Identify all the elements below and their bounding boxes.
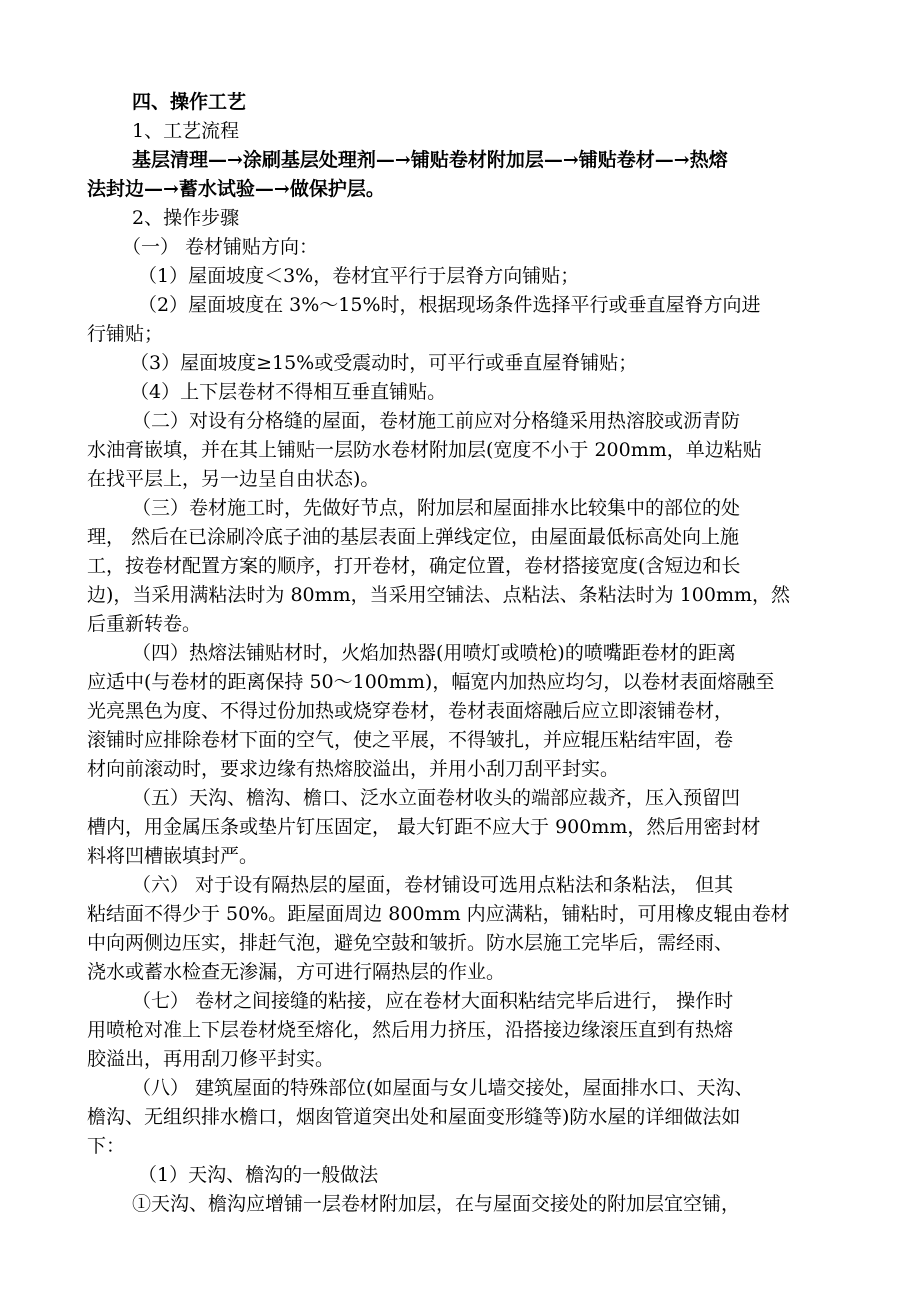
paragraph-line: （五）天沟、檐沟、檐口、泛水立面卷材收头的端部应裁齐，压入预留凹 xyxy=(132,787,741,809)
paragraph-line: 用喷枪对准上下层卷材烧至熔化，然后用力挤压，沿搭接边缘滚压直到有热熔 xyxy=(87,1019,734,1041)
paragraph-line: （2）屋面坡度在 3%～15%时，根据现场条件选择平行或垂直屋脊方向进 xyxy=(138,294,761,316)
paragraph-line: （八） 建筑屋面的特殊部位(如屋面与女儿墙交接处，屋面排水口、天沟、 xyxy=(132,1077,754,1099)
paragraph-line: （七） 卷材之间接缝的粘接，应在卷材大面积粘结完毕后进行， 操作时 xyxy=(132,990,734,1012)
paragraph-line: （四）热熔法铺贴材时，火焰加热器(用喷灯或喷枪)的喷嘴距卷材的距离 xyxy=(132,642,736,664)
flow-line: 基层清理—→涂刷基层处理剂—→铺贴卷材附加层—→铺贴卷材—→热熔 xyxy=(132,149,728,171)
paragraph-line: 行铺贴； xyxy=(87,323,164,345)
paragraph-line: 檐沟、无组织排水檐口，烟囱管道突出处和屋面变形缝等)防水屋的详细做法如 xyxy=(87,1106,741,1128)
paragraph-line: 中向两侧边压实，排赶气泡，避免空鼓和皱折。防水层施工完毕后，需经雨、 xyxy=(87,932,734,954)
paragraph-line: 浇水或蓄水检查无渗漏，方可进行隔热层的作业。 xyxy=(87,961,506,983)
paragraph-line: 在找平层上，另一边呈自由状态)。 xyxy=(87,468,380,490)
paragraph-line: 后重新转卷。 xyxy=(87,613,202,635)
flow-line: 法封边—→蓄水试验—→做保护层。 xyxy=(87,178,385,200)
paragraph-line: 理， 然后在已涂刷冷底子油的基层表面上弹线定位，由屋面最低标高处向上施 xyxy=(87,526,740,548)
paragraph-line: 边)，当采用满粘法时为 80mm，当采用空铺法、点粘法、条粘法时为 100mm，然 xyxy=(87,584,791,606)
paragraph-line: 应适中(与卷材的距离保持 50～100mm)，幅宽内加热应均匀，以卷材表面熔融至 xyxy=(87,671,775,693)
steps-heading: 2、操作步骤 xyxy=(132,207,240,229)
paragraph-line: （3）屋面坡度≥15%或受震动时，可平行或垂直屋脊铺贴； xyxy=(130,352,638,374)
paragraph-line: ①天沟、檐沟应增铺一层卷材附加层，在与屋面交接处的附加层宜空铺， xyxy=(132,1193,741,1215)
paragraph-line: （一） 卷材铺贴方向： xyxy=(122,236,319,258)
section-heading: 四、操作工艺 xyxy=(132,91,247,113)
paragraph-line: 料将凹槽嵌填封严。 xyxy=(87,845,259,867)
paragraph-line: （1）天沟、檐沟的一般做法 xyxy=(138,1164,379,1186)
paragraph-line: 胶溢出，再用刮刀修平封实。 xyxy=(87,1048,335,1070)
paragraph-line: （二）对设有分格缝的屋面，卷材施工前应对分格缝采用热溶胶或沥青防 xyxy=(132,410,741,432)
paragraph-line: 槽内，用金属压条或垫片钉压固定， 最大钉距不应大于 900mm，然后用密封材 xyxy=(87,816,761,838)
paragraph-line: （4）上下层卷材不得相互垂直铺贴。 xyxy=(130,381,447,403)
paragraph-line: 滚铺时应排除卷材下面的空气，使之平展，不得皱扎，并应辊压粘结牢固，卷 xyxy=(87,729,734,751)
paragraph-line: 材向前滚动时，要求边缘有热熔胶溢出，并用小刮刀刮平封实。 xyxy=(87,758,620,780)
paragraph-line: 光亮黑色为度、不得过份加热或烧穿卷材，卷材表面熔融后应立即滚铺卷材， xyxy=(87,700,734,722)
paragraph-line: （三）卷材施工时，先做好节点，附加层和屋面排水比较集中的部位的处 xyxy=(132,497,741,519)
paragraph-line: 水油膏嵌填，并在其上铺贴一层防水卷材附加层(宽度不小于 200mm，单边粘贴 xyxy=(87,439,762,461)
paragraph-line: 工，按卷材配置方案的顺序，打开卷材，确定位置，卷材搭接宽度(含短边和长 xyxy=(87,555,741,577)
paragraph-line: （1）屋面坡度＜3%，卷材宜平行于层脊方向铺贴； xyxy=(138,265,580,287)
paragraph-line: 下： xyxy=(87,1135,126,1157)
paragraph-line: （六） 对于设有隔热层的屋面，卷材铺设可选用点粘法和条粘法， 但其 xyxy=(132,874,734,896)
flow-heading: 1、工艺流程 xyxy=(132,120,240,142)
paragraph-line: 粘结面不得少于 50%。距屋面周边 800mm 内应满粘，铺粘时，可用橡皮辊由卷材 xyxy=(87,903,790,925)
